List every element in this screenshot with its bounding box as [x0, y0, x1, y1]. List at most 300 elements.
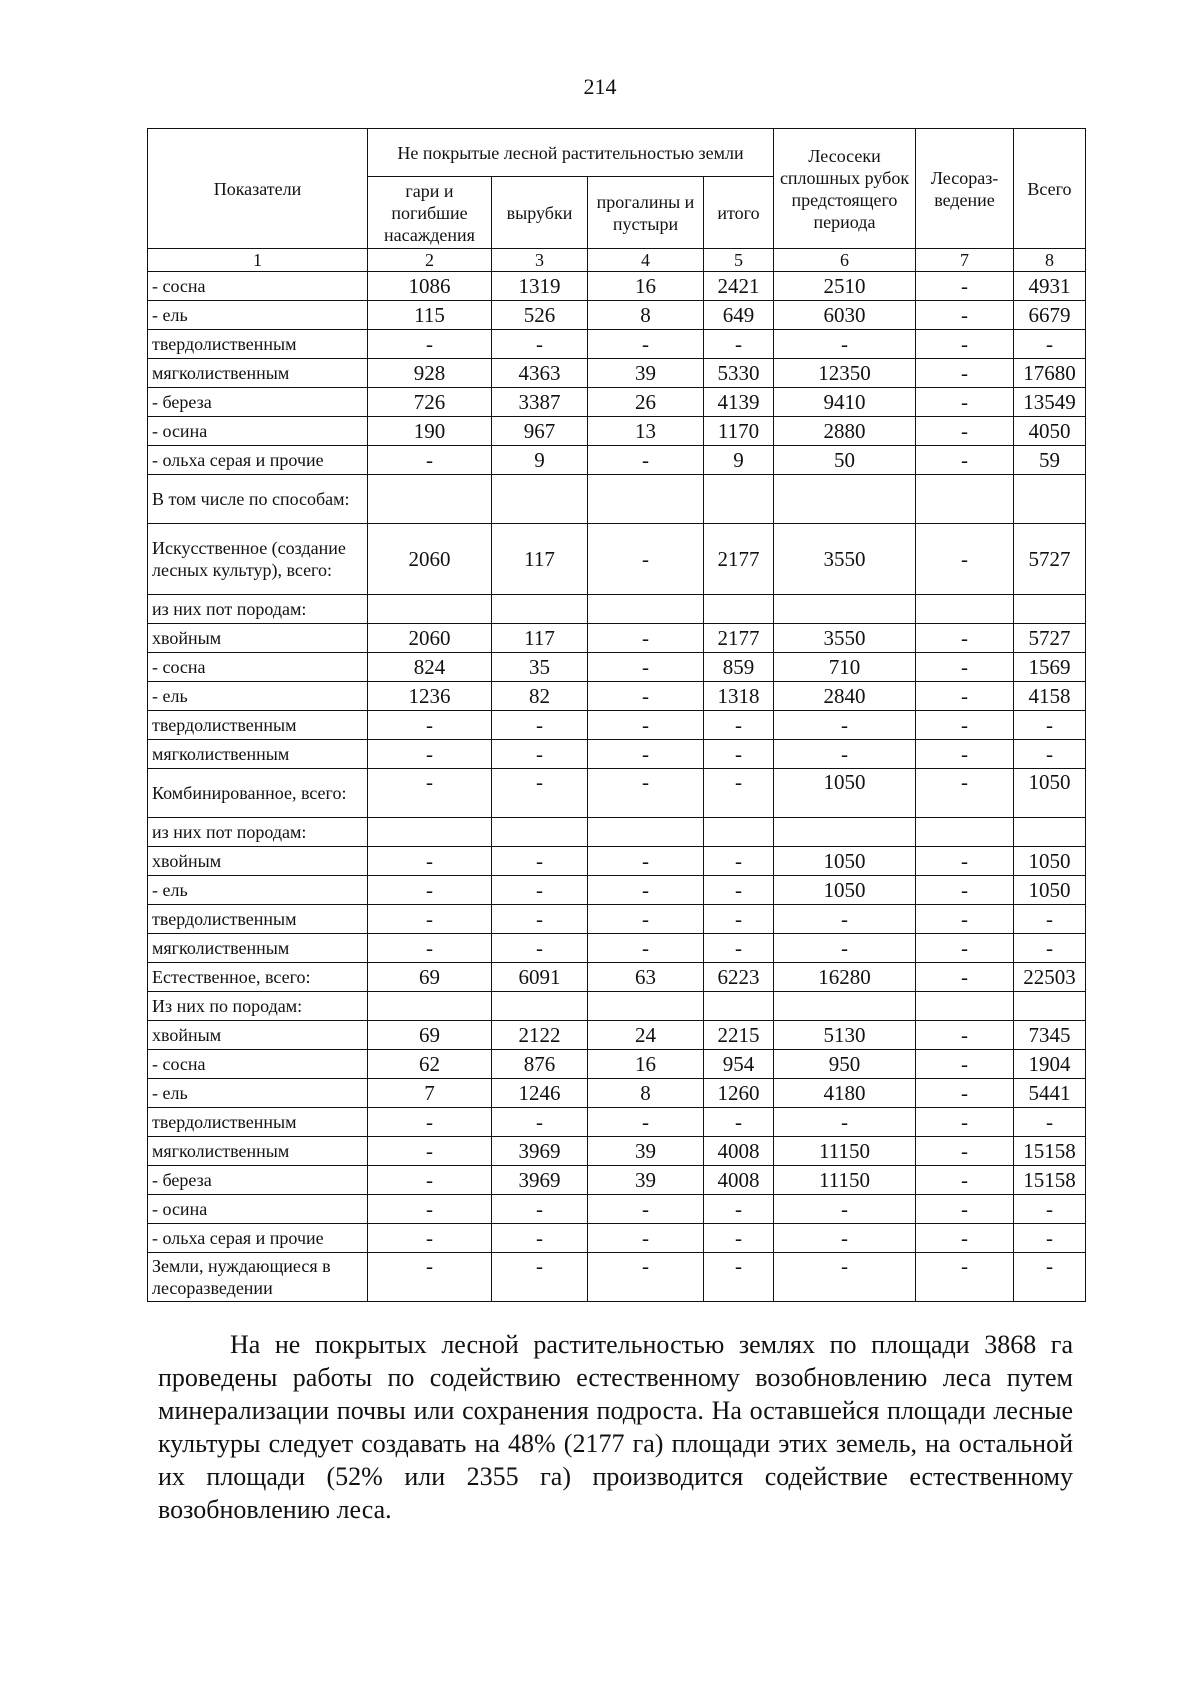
table-cell: -: [704, 905, 774, 934]
table-cell: -: [588, 1253, 704, 1302]
header-burned: гари и погибшие насаждения: [368, 177, 492, 249]
table-cell: -: [588, 847, 704, 876]
table-cell: 5130: [774, 1021, 916, 1050]
table-cell: -: [492, 769, 588, 818]
row-label: из них пот породам:: [148, 818, 368, 847]
table-cell: [774, 595, 916, 624]
forest-regeneration-table: [147, 128, 1086, 1302]
table-cell: 928: [368, 359, 492, 388]
table-cell: [368, 818, 492, 847]
table-row: [148, 595, 1086, 624]
table-row: [148, 446, 1086, 475]
row-label: мягколиственным: [148, 1137, 368, 1166]
table-cell: 7345: [1014, 1021, 1086, 1050]
table-cell: -: [704, 876, 774, 905]
table-cell: 50: [774, 446, 916, 475]
table-row: [148, 934, 1086, 963]
row-label: Естественное, всего:: [148, 963, 368, 992]
table-row: [148, 905, 1086, 934]
table-cell: [492, 475, 588, 524]
table-cell: -: [774, 1224, 916, 1253]
table-cell: [704, 818, 774, 847]
table-cell: [1014, 992, 1086, 1021]
table-cell: -: [368, 847, 492, 876]
row-label: Из них по породам:: [148, 992, 368, 1021]
table-cell: -: [916, 272, 1014, 301]
table-cell: 2510: [774, 272, 916, 301]
table-cell: -: [774, 740, 916, 769]
table-row: [148, 963, 1086, 992]
table-cell: -: [774, 711, 916, 740]
table-cell: 26: [588, 388, 704, 417]
table-cell: -: [916, 446, 1014, 475]
table-cell: 2880: [774, 417, 916, 446]
table-cell: -: [588, 330, 704, 359]
table-cell: 859: [704, 653, 774, 682]
table-cell: [704, 992, 774, 1021]
table-cell: 190: [368, 417, 492, 446]
table-cell: -: [916, 1195, 1014, 1224]
table-cell: -: [704, 330, 774, 359]
table-cell: 16280: [774, 963, 916, 992]
table-cell: 13549: [1014, 388, 1086, 417]
table-cell: [916, 992, 1014, 1021]
table-cell: -: [588, 711, 704, 740]
table-cell: -: [916, 905, 1014, 934]
row-label: мягколиственным: [148, 359, 368, 388]
table-cell: -: [492, 1195, 588, 1224]
table-cell: 2840: [774, 682, 916, 711]
table-cell: -: [588, 624, 704, 653]
table-cell: -: [774, 934, 916, 963]
table-cell: 9410: [774, 388, 916, 417]
table-cell: -: [588, 905, 704, 934]
table-cell: -: [492, 1108, 588, 1137]
table-cell: -: [704, 769, 774, 818]
table-cell: 967: [492, 417, 588, 446]
row-label: - береза: [148, 388, 368, 417]
table-cell: -: [368, 1195, 492, 1224]
header-total-unforested: итого: [704, 177, 774, 249]
table-cell: 13: [588, 417, 704, 446]
table-cell: 1050: [774, 769, 916, 818]
table-cell: 12350: [774, 359, 916, 388]
table-cell: -: [588, 682, 704, 711]
table-cell: -: [368, 905, 492, 934]
table-cell: 39: [588, 1166, 704, 1195]
table-cell: -: [368, 1166, 492, 1195]
table-cell: -: [916, 359, 1014, 388]
table-row: [148, 653, 1086, 682]
row-label: хвойным: [148, 847, 368, 876]
table-cell: -: [368, 446, 492, 475]
table-cell: -: [492, 847, 588, 876]
table-cell: -: [588, 524, 704, 595]
table-cell: 1050: [774, 876, 916, 905]
table-cell: -: [588, 1108, 704, 1137]
table-cell: 69: [368, 1021, 492, 1050]
table-cell: 2060: [368, 524, 492, 595]
table-cell: 117: [492, 524, 588, 595]
table-cell: 39: [588, 359, 704, 388]
table-cell: -: [1014, 1253, 1086, 1302]
table-cell: 1246: [492, 1079, 588, 1108]
table-row: [148, 330, 1086, 359]
table-cell: [1014, 818, 1086, 847]
table-row: [148, 417, 1086, 446]
table-cell: -: [916, 1108, 1014, 1137]
table-cell: 39: [588, 1137, 704, 1166]
table-row: [148, 1050, 1086, 1079]
table-cell: 11150: [774, 1137, 916, 1166]
table-cell: -: [588, 934, 704, 963]
table-cell: 2421: [704, 272, 774, 301]
row-label: Комбинированное, всего:: [148, 769, 368, 818]
table-cell: [704, 595, 774, 624]
table-cell: 2177: [704, 524, 774, 595]
table-cell: [1014, 595, 1086, 624]
table-cell: -: [368, 1224, 492, 1253]
table-cell: [588, 595, 704, 624]
table-cell: -: [1014, 934, 1086, 963]
table-cell: -: [916, 417, 1014, 446]
table-cell: -: [916, 711, 1014, 740]
table-cell: 1050: [1014, 876, 1086, 905]
body-paragraph: На не покрытых лесной растительностью землях по площади 3868 га проведены работы по содействию естественному возобновлению леса путем минерализации почвы или сохранения подроста. На оставшейся площади лесные культуры следует создавать на 48% (2177 га) площади этих земель, на остальной их площади (52% или 2355 га) производится содействие естественному возобновлению леса.: [158, 1330, 1073, 1524]
table-cell: 4008: [704, 1166, 774, 1195]
table-cell: 59: [1014, 446, 1086, 475]
table-cell: 63: [588, 963, 704, 992]
table-cell: 1319: [492, 272, 588, 301]
header-cutting-areas: Лесосеки сплошных рубок предстоящего периода: [774, 129, 916, 249]
table-cell: 5727: [1014, 624, 1086, 653]
table-row: [148, 1195, 1086, 1224]
table-cell: -: [588, 1224, 704, 1253]
row-label: В том числе по способам:: [148, 475, 368, 524]
table-cell: 710: [774, 653, 916, 682]
table-cell: -: [588, 769, 704, 818]
table-cell: 2177: [704, 624, 774, 653]
table-row: [148, 740, 1086, 769]
table-cell: -: [916, 1166, 1014, 1195]
table-cell: -: [1014, 1224, 1086, 1253]
table-cell: 726: [368, 388, 492, 417]
column-number: 5: [704, 249, 774, 272]
header-glades: прогалины и пустыри: [588, 177, 704, 249]
table-row: [148, 1021, 1086, 1050]
row-label: - осина: [148, 1195, 368, 1224]
table-row: [148, 1079, 1086, 1108]
table-cell: -: [916, 1050, 1014, 1079]
row-label: - сосна: [148, 653, 368, 682]
table-row: [148, 1137, 1086, 1166]
table-cell: -: [704, 1253, 774, 1302]
header-total: Всего: [1014, 129, 1086, 249]
table-cell: 824: [368, 653, 492, 682]
table-cell: [916, 818, 1014, 847]
table-cell: 954: [704, 1050, 774, 1079]
table-cell: [368, 475, 492, 524]
table-cell: -: [588, 653, 704, 682]
table-cell: -: [916, 963, 1014, 992]
table-cell: 4050: [1014, 417, 1086, 446]
table-cell: [492, 595, 588, 624]
table-cell: [368, 595, 492, 624]
table-cell: -: [916, 524, 1014, 595]
table-cell: [704, 475, 774, 524]
table-row: [148, 359, 1086, 388]
table-cell: -: [704, 847, 774, 876]
column-number: 1: [148, 249, 368, 272]
row-label: - ель: [148, 876, 368, 905]
row-label: - ольха серая и прочие: [148, 1224, 368, 1253]
table-cell: -: [1014, 711, 1086, 740]
row-label: - береза: [148, 1166, 368, 1195]
table-cell: 3387: [492, 388, 588, 417]
table-cell: [492, 818, 588, 847]
table-cell: 649: [704, 301, 774, 330]
row-label: твердолиственным: [148, 711, 368, 740]
table-cell: -: [492, 934, 588, 963]
table-cell: 6091: [492, 963, 588, 992]
table-cell: -: [916, 388, 1014, 417]
table-cell: 4008: [704, 1137, 774, 1166]
table-cell: [588, 992, 704, 1021]
column-number: 8: [1014, 249, 1086, 272]
table-cell: 1086: [368, 272, 492, 301]
table-cell: -: [1014, 740, 1086, 769]
table-cell: 526: [492, 301, 588, 330]
table-cell: -: [1014, 1108, 1086, 1137]
table-cell: -: [368, 1137, 492, 1166]
table-cell: -: [368, 711, 492, 740]
table-cell: 8: [588, 1079, 704, 1108]
table-cell: 15158: [1014, 1166, 1086, 1195]
table-cell: -: [588, 876, 704, 905]
row-label: твердолиственным: [148, 905, 368, 934]
table-row: [148, 272, 1086, 301]
table-cell: -: [916, 624, 1014, 653]
table-cell: 17680: [1014, 359, 1086, 388]
header-unforested-lands: Не покрытые лесной растительностью земли: [368, 129, 774, 177]
table-cell: 3969: [492, 1166, 588, 1195]
table-cell: -: [1014, 1195, 1086, 1224]
table-row: [148, 818, 1086, 847]
table-cell: 5441: [1014, 1079, 1086, 1108]
table-cell: 8: [588, 301, 704, 330]
table-row: [148, 876, 1086, 905]
column-number: 4: [588, 249, 704, 272]
table-cell: [774, 475, 916, 524]
table-cell: 1569: [1014, 653, 1086, 682]
table-cell: 1050: [1014, 769, 1086, 818]
table-row: [148, 388, 1086, 417]
table-row: [148, 711, 1086, 740]
table-row: [148, 524, 1086, 595]
row-label: мягколиственным: [148, 934, 368, 963]
table-cell: -: [368, 769, 492, 818]
table-cell: 1318: [704, 682, 774, 711]
row-label: твердолиственным: [148, 330, 368, 359]
table-row: [148, 624, 1086, 653]
table-cell: 2122: [492, 1021, 588, 1050]
table-row: [148, 1253, 1086, 1302]
table-row: [148, 992, 1086, 1021]
row-label: - сосна: [148, 1050, 368, 1079]
table-row: [148, 769, 1086, 818]
table-cell: -: [704, 1224, 774, 1253]
table-cell: -: [368, 1108, 492, 1137]
table-cell: 62: [368, 1050, 492, 1079]
table-cell: 82: [492, 682, 588, 711]
table-cell: -: [588, 740, 704, 769]
table-cell: 4158: [1014, 682, 1086, 711]
table-cell: -: [916, 682, 1014, 711]
table-cell: 1050: [1014, 847, 1086, 876]
table-cell: -: [492, 876, 588, 905]
row-label: - ель: [148, 1079, 368, 1108]
table-cell: -: [492, 1253, 588, 1302]
page-number: 214: [583, 74, 617, 99]
table-cell: -: [916, 1253, 1014, 1302]
table-cell: [1014, 475, 1086, 524]
table-cell: 6030: [774, 301, 916, 330]
row-label: Искусственное (создание лесных культур), всего:: [148, 524, 368, 595]
table-cell: 2215: [704, 1021, 774, 1050]
table-cell: 117: [492, 624, 588, 653]
table-cell: [588, 818, 704, 847]
table-cell: -: [916, 653, 1014, 682]
table-cell: 15158: [1014, 1137, 1086, 1166]
table-cell: -: [916, 1224, 1014, 1253]
table-cell: [916, 595, 1014, 624]
table-cell: 1236: [368, 682, 492, 711]
row-label: мягколиственным: [148, 740, 368, 769]
table-cell: -: [492, 711, 588, 740]
table-cell: 1050: [774, 847, 916, 876]
table-cell: -: [588, 446, 704, 475]
table-cell: [368, 992, 492, 1021]
table-cell: -: [916, 1021, 1014, 1050]
table-cell: -: [916, 330, 1014, 359]
table-cell: -: [916, 1079, 1014, 1108]
table-cell: [588, 475, 704, 524]
table-cell: 16: [588, 1050, 704, 1079]
table-cell: -: [916, 934, 1014, 963]
column-number: 6: [774, 249, 916, 272]
table-cell: 3550: [774, 624, 916, 653]
table-cell: -: [1014, 905, 1086, 934]
table-cell: -: [704, 934, 774, 963]
table-row: [148, 301, 1086, 330]
row-label: - ель: [148, 682, 368, 711]
header-clearcuts: вырубки: [492, 177, 588, 249]
table-row: [148, 682, 1086, 711]
table-cell: -: [704, 740, 774, 769]
table-cell: -: [492, 1224, 588, 1253]
table-cell: 2060: [368, 624, 492, 653]
table-cell: 16: [588, 272, 704, 301]
table-cell: 4363: [492, 359, 588, 388]
row-label: из них пот породам:: [148, 595, 368, 624]
column-number: 7: [916, 249, 1014, 272]
table-cell: -: [774, 1253, 916, 1302]
table-cell: -: [916, 301, 1014, 330]
row-label: хвойным: [148, 1021, 368, 1050]
table-cell: 7: [368, 1079, 492, 1108]
table-cell: -: [368, 330, 492, 359]
table-cell: -: [492, 330, 588, 359]
table-row: [148, 1224, 1086, 1253]
row-label: хвойным: [148, 624, 368, 653]
table-cell: -: [704, 711, 774, 740]
table-cell: [492, 992, 588, 1021]
row-label: - ольха серая и прочие: [148, 446, 368, 475]
table-cell: 3550: [774, 524, 916, 595]
row-label: - ель: [148, 301, 368, 330]
table-cell: -: [368, 876, 492, 905]
table-cell: 4180: [774, 1079, 916, 1108]
table-row: [148, 475, 1086, 524]
table-cell: -: [1014, 330, 1086, 359]
table-cell: -: [704, 1108, 774, 1137]
table-cell: -: [774, 1195, 916, 1224]
table-row: [148, 1166, 1086, 1195]
table-cell: -: [368, 934, 492, 963]
table-cell: -: [492, 905, 588, 934]
row-label: - осина: [148, 417, 368, 446]
table-cell: -: [774, 330, 916, 359]
table-cell: 4139: [704, 388, 774, 417]
table-cell: 1904: [1014, 1050, 1086, 1079]
table-cell: 6679: [1014, 301, 1086, 330]
table-cell: -: [774, 1108, 916, 1137]
row-label: - сосна: [148, 272, 368, 301]
table-cell: 115: [368, 301, 492, 330]
column-numbers-row: [148, 249, 1086, 272]
table-cell: 35: [492, 653, 588, 682]
table-cell: 1260: [704, 1079, 774, 1108]
table-cell: 24: [588, 1021, 704, 1050]
table-cell: [774, 818, 916, 847]
table-cell: 22503: [1014, 963, 1086, 992]
table-cell: -: [588, 1195, 704, 1224]
table-cell: [916, 475, 1014, 524]
table-cell: 6223: [704, 963, 774, 992]
table-cell: 5727: [1014, 524, 1086, 595]
table-cell: 69: [368, 963, 492, 992]
row-label: твердолиственным: [148, 1108, 368, 1137]
table-cell: -: [704, 1195, 774, 1224]
table-cell: -: [368, 1253, 492, 1302]
table-row: [148, 847, 1086, 876]
table-cell: 9: [704, 446, 774, 475]
table-cell: -: [916, 1137, 1014, 1166]
header-indicators: Показатели: [148, 129, 368, 249]
table-cell: -: [916, 847, 1014, 876]
table-cell: -: [916, 740, 1014, 769]
table-row: [148, 1108, 1086, 1137]
table-cell: 876: [492, 1050, 588, 1079]
header-afforestation: Лесораз-ведение: [916, 129, 1014, 249]
table-cell: -: [368, 740, 492, 769]
table-cell: 5330: [704, 359, 774, 388]
column-number: 2: [368, 249, 492, 272]
table-cell: [774, 992, 916, 1021]
table-cell: 3969: [492, 1137, 588, 1166]
table-cell: 9: [492, 446, 588, 475]
table-cell: 11150: [774, 1166, 916, 1195]
